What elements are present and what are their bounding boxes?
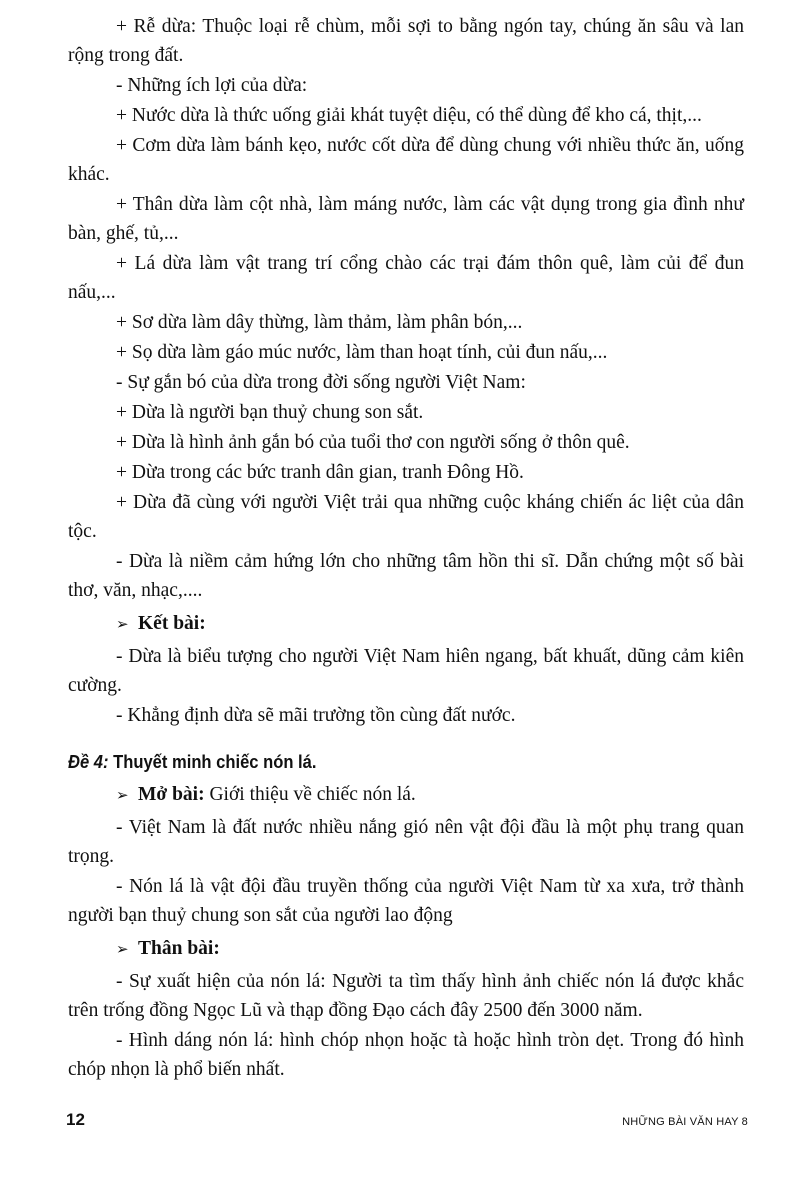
paragraph: - Nón lá là vật đội đầu truyền thống của người Việt Nam từ xa xưa, trở thành người bạn thuỷ chung son sắt của người lao động: [68, 876, 744, 926]
paragraph: + Cơm dừa làm bánh kẹo, nước cốt dừa để dùng chung với nhiều thức ăn, uống khác.: [68, 135, 744, 185]
than-bai-heading: [68, 934, 744, 965]
paragraph: + Dừa là hình ảnh gắn bó của tuổi thơ con người sống ở thôn quê.: [116, 432, 630, 453]
ket-bai-heading: [68, 609, 744, 640]
paragraph: - Những ích lợi của dừa:: [116, 75, 308, 96]
paragraph: + Sơ dừa làm dây thừng, làm thảm, làm phân bón,...: [116, 312, 523, 333]
arrow-icon: ➢: [116, 788, 129, 804]
paragraph: - Dừa là biểu tượng cho người Việt Nam hiên ngang, bất khuất, dũng cảm kiên cường.: [68, 646, 744, 696]
paragraph: + Dừa là người bạn thuỷ chung son sắt.: [116, 402, 424, 423]
mo-bai-heading: [68, 780, 744, 811]
section-heading: Kết bài:: [138, 613, 206, 634]
paragraph: + Dừa đã cùng với người Việt trải qua những cuộc kháng chiến ác liệt của dân tộc.: [68, 492, 744, 542]
page-number: 12: [66, 1110, 85, 1129]
paragraph: - Hình dáng nón lá: hình chóp nhọn hoặc tà hoặc hình tròn dẹt. Trong đó hình chóp nhọn là phổ biến nhất.: [68, 1030, 744, 1080]
topic-heading: [68, 748, 690, 776]
paragraph: - Sự xuất hiện của nón lá: Người ta tìm thấy hình ảnh chiếc nón lá được khắc trên trống đồng Ngọc Lũ và thạp đồng Đạo cách đây 2500 đến 3000 năm.: [68, 971, 744, 1021]
topic-label: Đề 4:: [68, 752, 109, 772]
arrow-icon: ➢: [116, 617, 129, 633]
topic-title: Thuyết minh chiếc nón lá.: [113, 752, 317, 772]
section-heading: Thân bài:: [138, 938, 220, 959]
paragraph: + Dừa trong các bức tranh dân gian, tranh Đông Hồ.: [116, 462, 524, 483]
paragraph: - Việt Nam là đất nước nhiều nắng gió nên vật đội đầu là một phụ trang quan trọng.: [68, 817, 744, 867]
paragraph: + Sọ dừa làm gáo múc nước, làm than hoạt tính, củi đun nấu,...: [116, 342, 608, 363]
paragraph: + Nước dừa là thức uống giải khát tuyệt diệu, có thể dùng để kho cá, thịt,...: [116, 105, 702, 126]
page-content: [68, 12, 744, 1085]
paragraph: - Khẳng định dừa sẽ mãi trường tồn cùng đất nước.: [116, 705, 516, 726]
section-heading: Mở bài:: [138, 784, 205, 805]
book-title: NHỮNG BÀI VĂN HAY 8: [622, 1116, 748, 1128]
paragraph: - Dừa là niềm cảm hứng lớn cho những tâm hồn thi sĩ. Dẫn chứng một số bài thơ, văn, nhạc,....: [68, 551, 744, 601]
paragraph: + Rễ dừa: Thuộc loại rễ chùm, mỗi sợi to bằng ngón tay, chúng ăn sâu và lan rộng trong đất.: [68, 16, 744, 66]
paragraph: + Thân dừa làm cột nhà, làm máng nước, làm các vật dụng trong gia đình như bàn, ghế, tủ,...: [68, 194, 744, 244]
arrow-icon: ➢: [116, 942, 129, 958]
section-text: Giới thiệu về chiếc nón lá.: [209, 784, 416, 805]
paragraph: - Sự gắn bó của dừa trong đời sống người Việt Nam:: [116, 372, 526, 393]
page-footer: [66, 1110, 748, 1130]
paragraph: + Lá dừa làm vật trang trí cổng chào các trại đám thôn quê, làm củi để đun nấu,...: [68, 253, 744, 303]
